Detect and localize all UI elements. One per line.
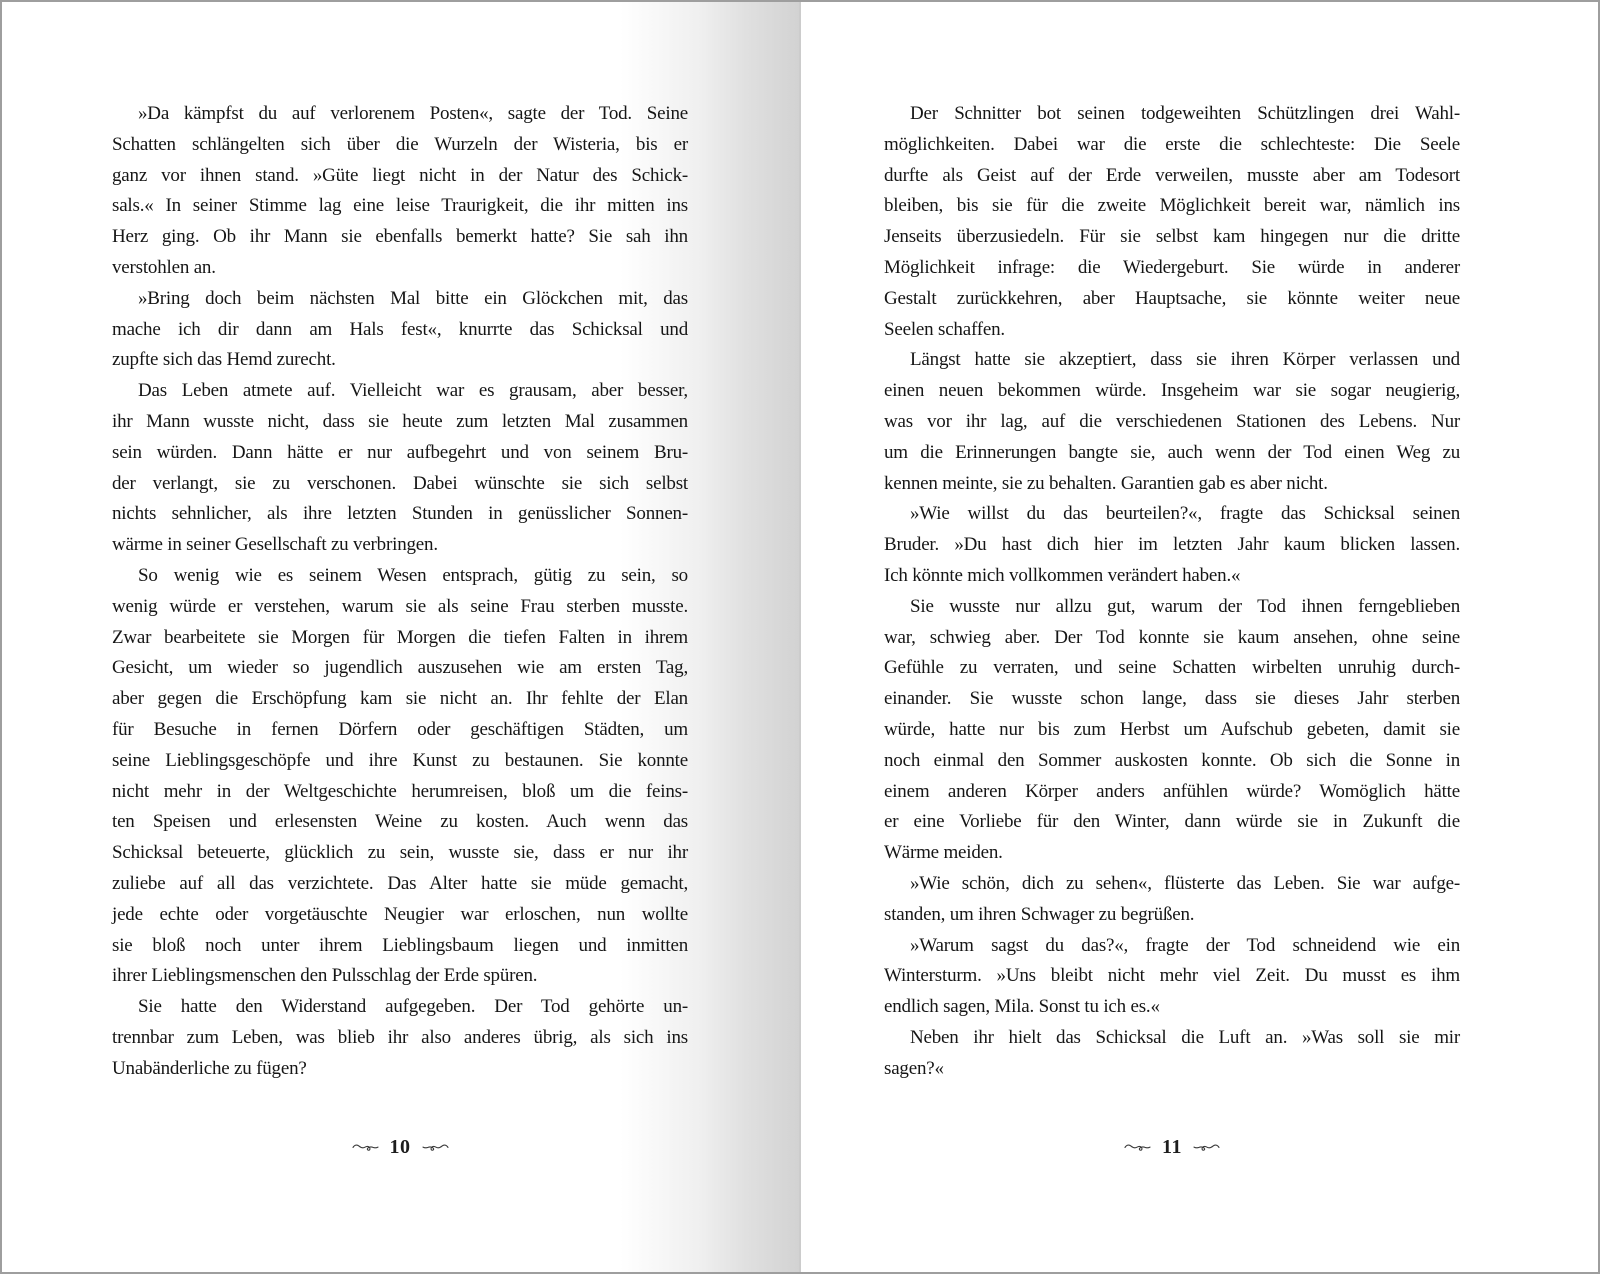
page-number-left: 10 [389,1135,411,1158]
text-line: sie bloß noch unter ihrem Lieblingsbaum liegen und inmitten [112,934,688,956]
text-line: Gefühle zu verraten, und seine Schatten wirbelten unruhig durch- [884,657,1460,679]
text-line: einem anderen Körper anders anfühlen würde? Womöglich hätte [884,780,1460,802]
text-line: Herz ging. Ob ihr Mann sie ebenfalls bemerkt hatte? Sie sah ihn [112,226,688,248]
text-line: Unabänderliche zu fügen? [112,1057,307,1079]
text-line: zupfte sich das Hemd zurecht. [112,349,336,371]
text-line: sagen?« [884,1057,944,1079]
text-line: ihr Mann wusste nicht, dass sie heute zum letzten Mal zusammen [112,410,688,432]
text-line: ganz vor ihnen stand. »Güte liegt nicht in der Natur des Schick- [112,164,688,186]
text-line: Seelen schaffen. [884,318,1005,340]
text-line: er eine Vorliebe für den Winter, dann würde sie in Zukunft die [884,811,1460,833]
text-line: So wenig wie es seinem Wesen entsprach, gütig zu sein, so [138,564,688,586]
text-line: wärme in seiner Gesellschaft zu verbringen. [112,534,438,556]
text-line: was vor ihr lag, auf die verschiedenen Stationen des Lebens. Nur [884,410,1460,432]
text-line: bleiben, bis sie für die zweite Möglichkeit bereit war, nämlich ins [884,195,1460,217]
text-line: Gesicht, um wieder so jugendlich auszusehen wie am ersten Tag, [112,657,688,679]
text-line: seine Lieblingsgeschöpfe und ihre Kunst zu bestaunen. Sie konnte [112,749,688,771]
text-line: standen, um ihren Schwager zu begrüßen. [884,903,1195,925]
text-line: Sie hatte den Widerstand aufgegeben. Der Tod gehörte un- [138,996,688,1018]
text-line: der verlangt, sie zu verschonen. Dabei wünschte sie sich selbst [112,472,688,494]
text-line: »Da kämpfst du auf verlorenem Posten«, sagte der Tod. Seine [138,103,688,124]
text-line: einen neuen bekommen würde. Insgeheim war sie sogar neugierig, [884,380,1460,402]
text-line: »Bring doch beim nächsten Mal bitte ein Glöckchen mit, das [138,287,688,309]
text-line: nicht mehr in der Weltgeschichte herumreisen, bloß um die feins- [112,780,688,802]
page-left-footer [112,1130,688,1164]
text-line: möglichkeiten. Dabei war die erste die schlechteste: Die Seele [884,133,1460,155]
page-right-footer [884,1130,1460,1164]
text-line: Gestalt zurückkehren, aber Hauptsache, sie könnte weiter neue [884,287,1460,309]
text-line: Neben ihr hielt das Schicksal die Luft an. »Was soll sie mir [910,1026,1460,1048]
text-line: Das Leben atmete auf. Vielleicht war es grausam, aber besser, [138,380,688,402]
text-line: trennbar zum Leben, was blieb ihr also anderes übrig, als sich ins [112,1026,688,1048]
text-line: einander. Sie wusste schon lange, dass sie dieses Jahr sterben [884,688,1460,710]
text-line: war, schwieg aber. Der Tod konnte sie kaum ansehen, ohne seine [884,626,1460,648]
text-line: Wintersturm. »Uns bleibt nicht mehr viel Zeit. Du musst es ihm [884,965,1460,987]
text-line: »Wie willst du das beurteilen?«, fragte das Schicksal seinen [910,503,1460,525]
text-line: mache ich dir dann am Hals fest«, knurrte das Schicksal und [112,318,688,340]
text-line: aber gegen die Erschöpfung kam sie nicht an. Ihr fehlte der Elan [112,688,688,710]
text-line: nichts sehnlicher, als ihre letzten Stunden in genüsslicher Sonnen- [112,503,688,525]
flourish-right-icon [422,1141,449,1153]
text-line: zuliebe auf all das verzichtete. Das Alter hatte sie müde gemacht, [112,872,688,894]
text-line: Zwar bearbeitete sie Morgen für Morgen die tiefen Falten in ihrem [112,626,688,648]
text-line: endlich sagen, Mila. Sonst tu ich es.« [884,996,1160,1018]
text-line: Längst hatte sie akzeptiert, dass sie ihren Körper verlassen und [910,349,1460,371]
text-line: ten Speisen und erlesensten Weine zu kosten. Auch wenn das [112,811,688,833]
text-line: Wärme meiden. [884,842,1003,864]
text-line: Bruder. »Du hast dich hier im letzten Jahr kaum blicken lassen. [884,534,1460,556]
text-line: sals.« In seiner Stimme lag eine leise Traurigkeit, die ihr mitten ins [112,195,688,217]
text-line: wenig würde er verstehen, warum sie als seine Frau sterben musste. [112,595,688,617]
text-line: ihrer Lieblingsmenschen den Pulsschlag der Erde spüren. [112,965,538,987]
text-line: sein würden. Dann hätte er nur aufbegehrt und von seinem Bru- [112,441,688,463]
text-line: »Wie schön, dich zu sehen«, flüsterte das Leben. Sie war aufge- [910,872,1460,894]
flourish-right-icon [1193,1141,1220,1153]
text-line: Der Schnitter bot seinen todgeweihten Schützlingen drei Wahl- [910,103,1460,124]
text-line: Ich könnte mich vollkommen verändert haben.« [884,564,1241,586]
text-line: würde, hatte nur bis zum Herbst um Aufschub gebeten, damit sie [884,718,1460,740]
page-number-right: 11 [1162,1135,1182,1158]
flourish-left-icon [352,1141,379,1153]
page-right-text [884,99,1460,1085]
text-line: Sie wusste nur allzu gut, warum der Tod ihnen ferngeblieben [910,595,1460,617]
text-line: durfte als Geist auf der Erde verweilen, musste aber am Todesort [884,164,1460,186]
gutter-edge-line [799,2,801,1272]
text-line: noch einmal den Sommer auskosten konnte. Ob sich die Sonne in [884,749,1460,771]
text-line: »Warum sagst du das?«, fragte der Tod schneidend wie ein [910,934,1460,956]
text-line: Schatten schlängelten sich über die Wurzeln der Wisteria, bis er [112,133,688,155]
text-line: kennen meinte, sie zu behalten. Garantien gab es aber nicht. [884,472,1328,494]
text-line: für Besuche in fernen Dörfern oder geschäftigen Städten, um [112,718,688,740]
flourish-left-icon [1124,1141,1151,1153]
page-left-text [112,99,688,1085]
text-line: jede echte oder vorgetäuschte Neugier war erloschen, nun wollte [112,903,688,925]
text-line: Schicksal beteuerte, glücklich zu sein, wusste sie, dass er nur ihr [112,842,688,864]
text-line: verstohlen an. [112,256,216,278]
text-line: Möglichkeit infrage: die Wiedergeburt. Sie würde in anderer [884,256,1460,278]
text-line: um die Erinnerungen bangte sie, auch wenn der Tod einen Weg zu [884,441,1460,463]
text-line: Jenseits überzusiedeln. Für sie selbst kam hingegen nur die dritte [884,226,1460,248]
